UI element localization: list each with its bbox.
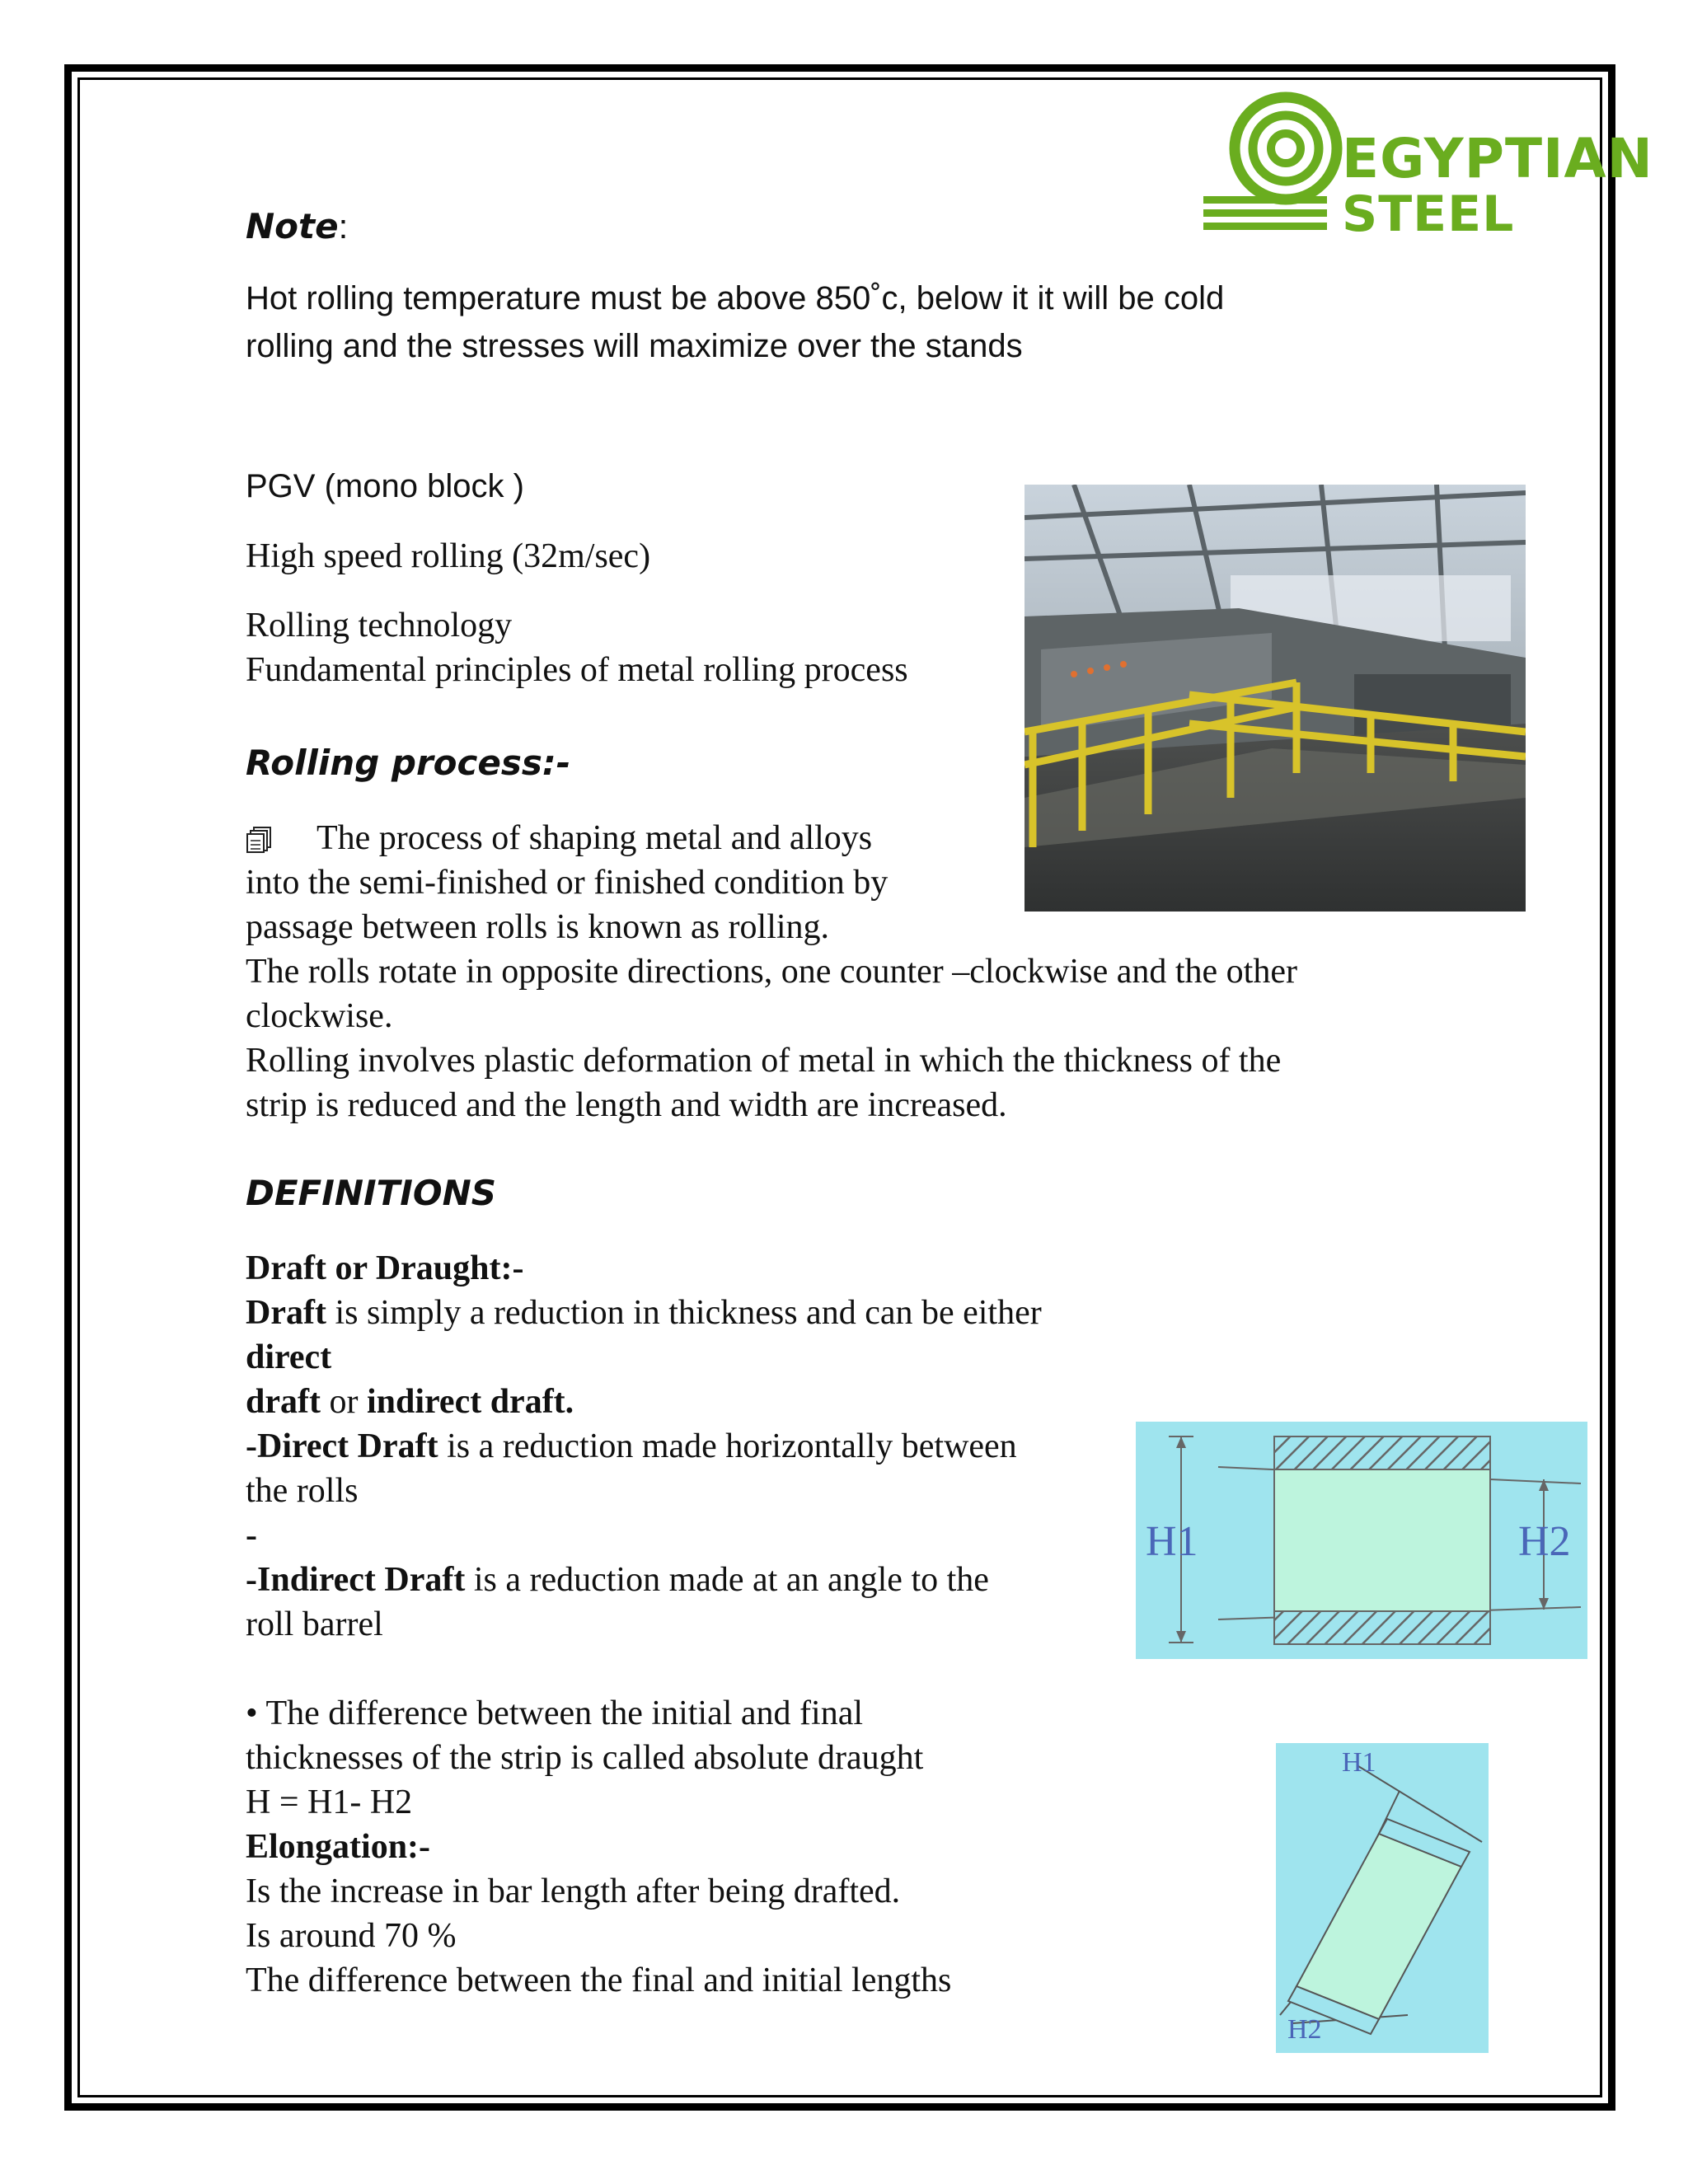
elongation-line2: Is around 70 % <box>246 1917 457 1955</box>
rolling-p1-line2: into the semi-finished or finished condition by <box>246 864 889 902</box>
indirect-draft-title: -Indirect Draft <box>246 1561 466 1599</box>
draught-formula: H = H1- H2 <box>246 1783 413 1821</box>
note-colon: : <box>338 207 349 246</box>
logo-line2: STEEL <box>1342 185 1515 243</box>
stacked-pages-icon <box>246 816 316 860</box>
direct-draft-diagram <box>1136 1422 1587 1659</box>
fig2-h2-label: H2 <box>1287 2014 1322 2045</box>
separator-dash: - <box>246 1516 257 1554</box>
rolling-p2-line1: The rolls rotate in opposite directions, one counter –clockwise and the other <box>246 953 1297 991</box>
rolling-p3-line1: Rolling involves plastic deformation of metal in which the thickness of the <box>246 1042 1282 1080</box>
elongation-line3: The difference between the final and initial lengths <box>246 1961 952 1999</box>
pgv-principles: Fundamental principles of metal rolling process <box>246 651 908 689</box>
fig2-h1-label: H1 <box>1342 1747 1376 1778</box>
rolling-mill-photo <box>1025 485 1526 912</box>
fig1-h1-label: H1 <box>1146 1518 1198 1565</box>
draft-word-2: draft <box>246 1383 321 1421</box>
elongation-line1: Is the increase in bar length after being drafted. <box>246 1872 901 1910</box>
note-line1: Hot rolling temperature must be above 850˚c, below it it will be cold <box>246 280 1225 316</box>
elongation-title: Elongation:- <box>246 1828 431 1866</box>
direct-word: direct <box>246 1338 332 1376</box>
pgv-tech: Rolling technology <box>246 607 513 644</box>
draft-word: Draft <box>246 1294 326 1332</box>
note-line2: rolling and the stresses will maximize over the stands <box>246 328 1023 364</box>
logo-line1: EGYPTIAN <box>1342 127 1653 190</box>
note-label <box>246 204 348 250</box>
direct-draft-text-2: the rolls <box>246 1472 359 1510</box>
direct-draft-text: is a reduction made horizontally between <box>438 1427 1017 1465</box>
indirect-words: indirect draft. <box>366 1383 574 1421</box>
draft-text: is simply a reduction in thickness and can be either <box>326 1294 1042 1332</box>
pgv-title: PGV (mono block ) <box>246 468 524 504</box>
indirect-draft-text-2: roll barrel <box>246 1605 383 1643</box>
rolling-p2-line2: clockwise. <box>246 997 393 1035</box>
rolling-p1-line1: The process of shaping metal and alloys <box>316 819 873 857</box>
note-label-text: Note <box>246 206 339 246</box>
indirect-draft-diagram <box>1276 1743 1489 2053</box>
fig1-h2-label: H2 <box>1518 1518 1571 1565</box>
rolling-p3-line2: strip is reduced and the length and width are increased. <box>246 1086 1007 1124</box>
pgv-speed: High speed rolling (32m/sec) <box>246 537 651 575</box>
rolling-paragraph-2 <box>246 949 1531 1127</box>
draft-title: Draft or Draught:- <box>246 1249 524 1287</box>
or-text: or <box>320 1383 367 1421</box>
absolute-draught-line2: thicknesses of the strip is called absolute draught <box>246 1739 924 1777</box>
rolling-paragraph-1 <box>246 816 1037 949</box>
definitions-heading: DEFINITIONS <box>246 1173 497 1213</box>
direct-draft-title: -Direct Draft <box>246 1427 438 1465</box>
definitions-body <box>246 1246 1136 2003</box>
note-text <box>246 274 1482 370</box>
rolling-heading: Rolling process:- <box>246 743 571 783</box>
absolute-draught-line1: • The difference between the initial and final <box>246 1694 864 1732</box>
rolling-p1-line3: passage between rolls is known as rolling. <box>246 908 830 946</box>
egyptian-steel-logo <box>1203 82 1653 243</box>
indirect-draft-text: is a reduction made at an angle to the <box>465 1561 989 1599</box>
